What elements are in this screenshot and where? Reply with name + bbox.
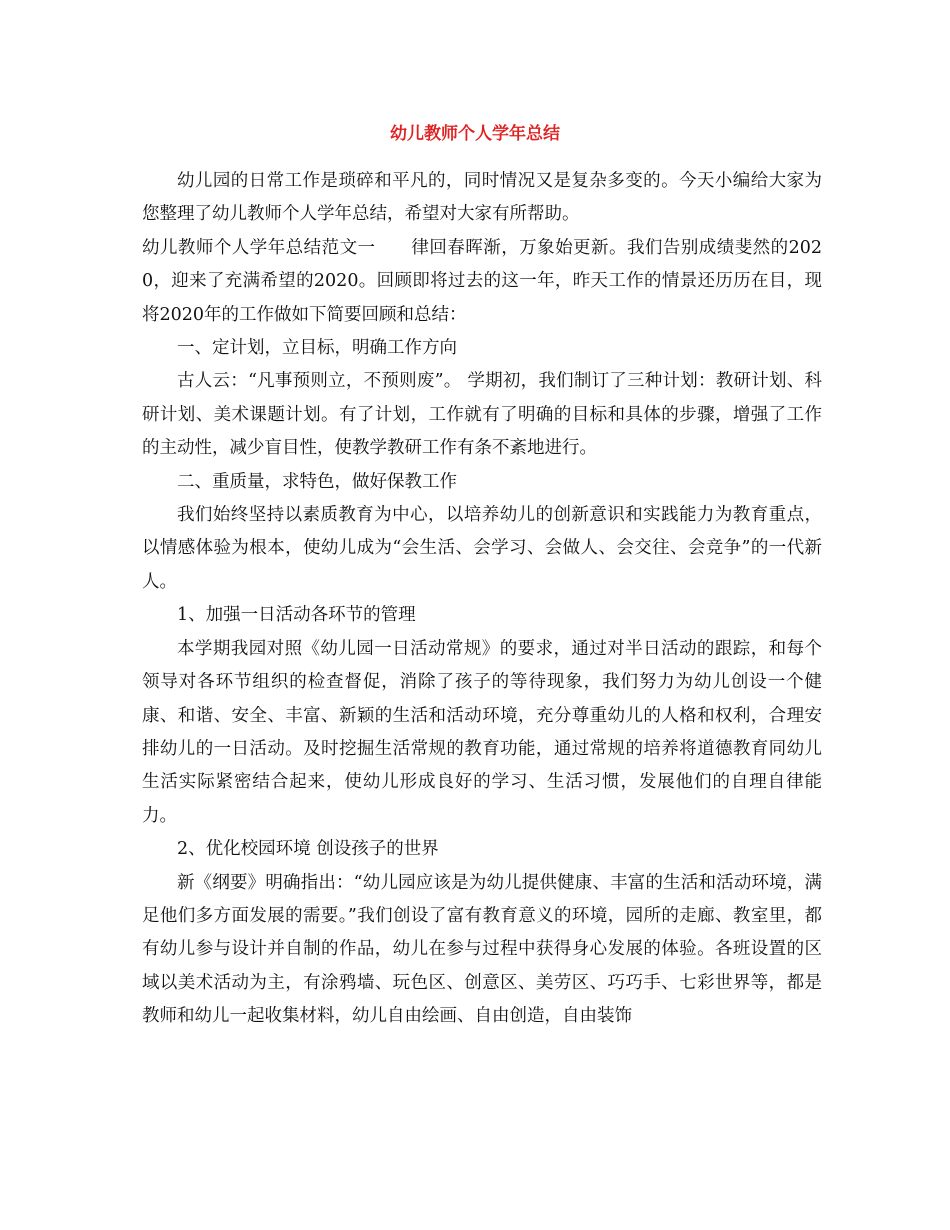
document-title: 幼儿教师个人学年总结 <box>390 124 560 144</box>
paragraph: 新《纲要》明确指出：“幼儿园应该是为幼儿提供健康、丰富的生活和活动环境，满足他们多方面发展的需要。”我们创设了富有教育意义的环境，园所的走廊、教室里，都有幼儿参与设计并自制的作品，幼儿在参与过程中获得身心发展的体验。各班设置的区域以美术活动为主，有涂鸦墙、玩色区、创意区、美劳区、巧巧手、七彩世界等，都是教师和幼儿一起收集材料，幼儿自由绘画、自由创造，自由装饰 <box>142 872 822 1027</box>
paragraph: 1、加强一日活动各环节的管理 <box>177 605 416 626</box>
paragraph: 古人云：“凡事预则立，不预则废”。 学期初，我们制订了三种计划：教研计划、科研计划、美术课题计划。有了计划，工作就有了明确的目标和具体的步骤，增强了工作的主动性，减少盲目性，使教学教研工作有条不紊地进行。 <box>142 371 822 459</box>
paragraph: 二、重质量，求特色，做好保教工作 <box>177 471 457 492</box>
paragraph: 幼儿园的日常工作是琐碎和平凡的，同时情况又是复杂多变的。今天小编给大家为您整理了幼儿教师个人学年总结，希望对大家有所帮助。 <box>142 171 822 225</box>
document-body <box>142 165 822 1034</box>
paragraph: 2、优化校园环境 创设孩子的世界 <box>177 839 439 860</box>
paragraph: 一、定计划，立目标，明确工作方向 <box>177 338 457 359</box>
paragraph: 本学期我园对照《幼儿园一日活动常规》的要求，通过对半日活动的跟踪，和每个领导对各环节组织的检查督促，消除了孩子的等待现象，我们努力为幼儿创设一个健康、和谐、安全、丰富、新颖的生活和活动环境，充分尊重幼儿的人格和权利，合理安排幼儿的一日活动。及时挖掘生活常规的教育功能，通过常规的培养将道德教育同幼儿生活实际紧密结合起来，使幼儿形成良好的学习、生活习惯，发展他们的自理自律能力。 <box>142 638 822 826</box>
paragraph: 我们始终坚持以素质教育为中心，以培养幼儿的创新意识和实践能力为教育重点，以情感体验为根本，使幼儿成为“会生活、会学习、会做人、会交往、会竞争”的一代新人。 <box>142 505 822 592</box>
paragraph: 幼儿教师个人学年总结范文一 律回春晖渐，万象始更新。我们告别成绩斐然的2020，迎来了充满希望的2020。回顾即将过去的这一年，昨天工作的情景还历历在目，现将2020年的工作做如下简要回顾和总结： <box>142 237 822 325</box>
